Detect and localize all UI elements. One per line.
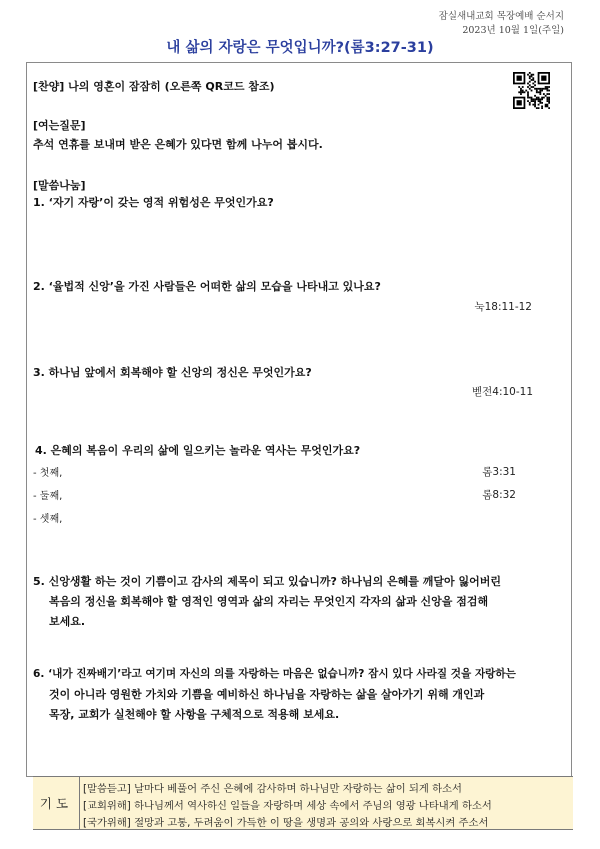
question-1: 1. ‘자기 자랑’이 갖는 영적 위험성은 무엇인가요? (33, 196, 274, 209)
sharing-label: [말씀나눔] (33, 179, 86, 192)
question-4-item-1: - 첫째, (33, 468, 63, 479)
question-6-line-2: 것이 아니라 영원한 가치와 기쁨을 예비하신 하나님을 자랑하는 삶을 살아가기 위해 개인과 (49, 688, 485, 701)
question-6-line-1: 6. ‘내가 진짜배기’라고 여기며 자신의 의를 자랑하는 마음은 없습니까? 잠시 있다 사라질 것을 자랑하는 (33, 668, 516, 680)
question-2: 2. ‘율법적 신앙’을 가진 사람들은 어떠한 삶의 모습을 나타내고 있나요? (33, 280, 381, 293)
opening-question: 추석 연휴를 보내며 받은 은혜가 있다면 함께 나누어 봅시다. (33, 138, 323, 151)
page-title: 내 삶의 자랑은 무엇입니까?(롬3:27-31) (166, 40, 434, 56)
prayer-label: 기도 (33, 777, 80, 829)
service-date: 2023년 10월 1일(주일) (462, 25, 564, 36)
question-4-item-3: - 셋째, (33, 514, 63, 525)
question-4-item-2: - 둘째, (33, 491, 63, 502)
prayer-box (33, 776, 573, 830)
question-5-line-1: 5. 신앙생활 하는 것이 기쁨이고 감사의 제목이 되고 있습니까? 하나님의 은혜를 깨달아 잃어버린 (33, 575, 501, 588)
question-5-line-3: 보세요. (49, 615, 86, 628)
question-5-line-2: 복음의 정신을 회복해야 할 영적인 영역과 삶의 자리는 무엇인지 각자의 삶과 신앙을 점검해 (49, 595, 489, 608)
prayer-line-2: [교회위해] 하나님께서 역사하신 일들을 자랑하며 세상 속에서 주님의 영광 나타내게 하소서 (83, 800, 492, 812)
prayer-line-1: [말씀듣고] 날마다 베풀어 주신 은혜에 감사하며 하나님만 자랑하는 삶이 되게 하소서 (83, 783, 462, 795)
qr-code-icon[interactable] (513, 72, 550, 109)
question-4-reference-1: 롬3:31 (482, 466, 516, 478)
question-2-reference: 눅18:11-12 (474, 301, 532, 313)
praise-line: [찬양] 나의 영혼이 잠잠히 (오른쪽 QR코드 참조) (33, 80, 275, 93)
prayer-line-3: [국가위해] 절망과 고통, 두려움이 가득한 이 땅을 생명과 공의와 사랑으로 회복시켜 주소서 (83, 817, 489, 829)
church-name: 잠실새내교회 목장예배 순서지 (438, 11, 564, 22)
opening-label: [여는질문] (33, 119, 86, 132)
question-4-reference-2: 롬8:32 (482, 489, 516, 501)
question-6-line-3: 목장, 교회가 실천해야 할 사항을 구체적으로 적용해 보세요. (49, 708, 340, 721)
question-3: 3. 하나님 앞에서 회복해야 할 신앙의 정신은 무엇인가요? (33, 366, 312, 379)
question-4: 4. 은혜의 복음이 우리의 삶에 일으키는 놀라운 역사는 무엇인가요? (35, 444, 361, 457)
question-3-reference: 벧전4:10-11 (471, 386, 533, 398)
